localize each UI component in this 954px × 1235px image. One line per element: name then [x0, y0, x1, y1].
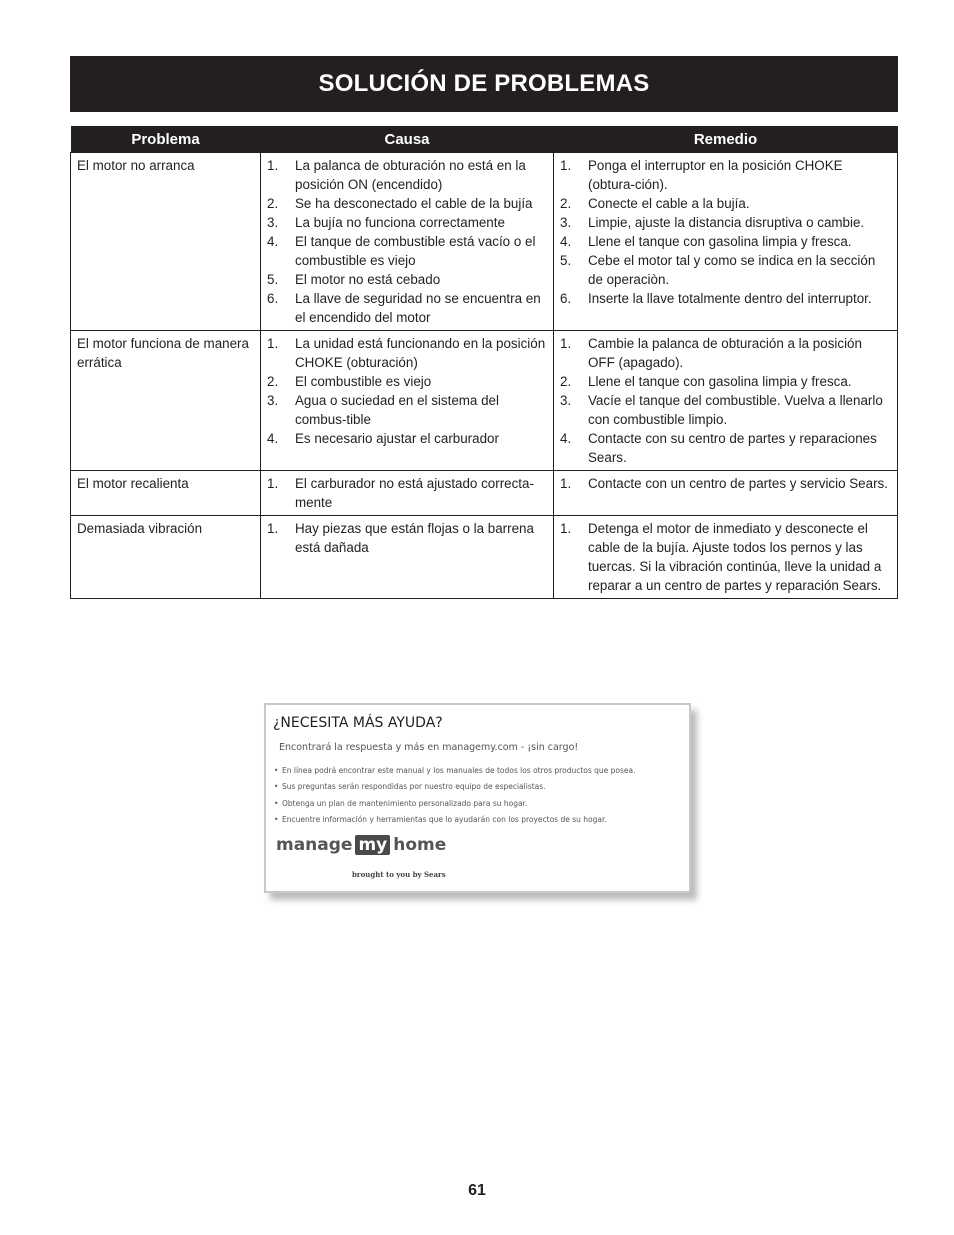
- item-number: 1.: [267, 476, 279, 491]
- list-item: [560, 194, 891, 213]
- list-item: [274, 815, 636, 831]
- item-number: 1.: [560, 158, 572, 173]
- bullet-text: En línea podrá encontrar este manual y los manuales de todos los otros productos que posea.: [282, 766, 636, 775]
- item-number: 1.: [560, 336, 572, 351]
- item-text: Inserte la llave totalmente dentro del interruptor.: [588, 291, 872, 306]
- table-row: [71, 331, 898, 471]
- list-item: [274, 766, 636, 782]
- list-item: [560, 429, 891, 467]
- help-subtitle: Encontrará la respuesta y más en managemy.com - ¡sin cargo!: [279, 742, 579, 753]
- logo-text-my: my: [355, 835, 390, 855]
- logo-tagline: brought to you by Sears: [352, 870, 446, 879]
- table-header-row: [71, 126, 898, 153]
- item-number: 1.: [267, 521, 279, 536]
- help-title: ¿NECESITA MÁS AYUDA?: [273, 715, 443, 731]
- help-bullet-list: [274, 766, 636, 832]
- item-number: 6.: [560, 291, 572, 306]
- item-number: 1.: [267, 158, 279, 173]
- bullet-icon: •: [274, 782, 279, 792]
- table-body: [71, 153, 898, 599]
- list-item: [267, 334, 547, 372]
- logo-text-manage: manage: [276, 835, 353, 855]
- column-header-causa: Causa: [261, 126, 554, 153]
- list-item: [267, 372, 547, 391]
- item-number: 6.: [267, 291, 279, 306]
- table-row: [71, 516, 898, 599]
- bullet-icon: •: [274, 766, 279, 775]
- item-text: El carburador no está ajustado correcta-mente: [295, 476, 534, 510]
- managemyhome-logo: [276, 835, 446, 855]
- item-number: 2.: [560, 196, 572, 211]
- bullet-text: Sus preguntas serán respondidas por nuestro equipo de especialistas.: [282, 782, 546, 792]
- item-text: Agua o suciedad en el sistema del combus-tible: [295, 393, 499, 427]
- list-item: [560, 251, 891, 289]
- item-number: 2.: [267, 374, 279, 389]
- cause-cell: [261, 471, 554, 516]
- list-item: [274, 782, 636, 798]
- list-item: [560, 391, 891, 429]
- item-text: Ponga el interruptor en la posición CHOKE (obtura-ción).: [588, 158, 843, 192]
- list-item: [560, 334, 891, 372]
- item-text: La llave de seguridad no se encuentra en el encendido del motor: [295, 291, 541, 325]
- cause-cell: [261, 516, 554, 599]
- troubleshooting-table-container: [70, 126, 898, 599]
- remedy-cell: [554, 153, 898, 331]
- list-item: [560, 372, 891, 391]
- list-item: [560, 519, 891, 595]
- item-number: 1.: [560, 476, 572, 491]
- item-text: Cebe el motor tal y como se indica en la sección de operaciòn.: [588, 253, 876, 287]
- item-number: 4.: [267, 431, 279, 446]
- item-number: 4.: [560, 234, 572, 249]
- remedy-cell: [554, 471, 898, 516]
- item-text: La palanca de obturación no está en la posición ON (encendido): [295, 158, 526, 192]
- remedy-cell: [554, 331, 898, 471]
- bullet-text: Encuentre información y herramientas que lo ayudarán con los proyectos de su hogar.: [282, 815, 607, 825]
- item-text: Llene el tanque con gasolina limpia y fresca.: [588, 374, 852, 389]
- list-item: [267, 156, 547, 194]
- page-title: [70, 56, 898, 112]
- item-text: La unidad está funcionando en la posición CHOKE (obturación): [295, 336, 546, 370]
- cause-cell: [261, 153, 554, 331]
- item-number: 1.: [267, 336, 279, 351]
- list-item: [560, 213, 891, 232]
- item-number: 3.: [267, 393, 279, 408]
- bullet-icon: •: [274, 798, 279, 808]
- item-text: Conecte el cable a la bujía.: [588, 196, 750, 211]
- list-item: [267, 232, 547, 270]
- list-item: [267, 429, 547, 448]
- list-item: [267, 474, 547, 512]
- list-item: [560, 232, 891, 251]
- cause-cell: [261, 331, 554, 471]
- list-item: [267, 289, 547, 327]
- item-text: Detenga el motor de inmediato y desconecte el cable de la bujía. Ajuste todos los pernos y las tuercas. Si la vibración continúa, lleve la unidad a reparar a un centro de partes y reparación Sears.: [588, 521, 882, 593]
- item-number: 4.: [560, 431, 572, 446]
- item-text: Contacte con su centro de partes y reparaciones Sears.: [588, 431, 877, 465]
- remedy-cell: [554, 516, 898, 599]
- item-text: El combustible es viejo: [295, 374, 432, 389]
- item-number: 2.: [560, 374, 572, 389]
- item-number: 5.: [267, 272, 279, 287]
- list-item: [560, 156, 891, 194]
- column-header-remedio: Remedio: [554, 126, 898, 153]
- item-number: 5.: [560, 253, 572, 268]
- table-row: [71, 153, 898, 331]
- bullet-icon: •: [274, 815, 279, 825]
- item-number: 3.: [267, 215, 279, 230]
- item-number: 1.: [560, 521, 572, 536]
- list-item: [267, 270, 547, 289]
- item-text: Hay piezas que están flojas o la barrena está dañada: [295, 521, 534, 555]
- item-text: El tanque de combustible está vacío o el combustible es viejo: [295, 234, 536, 268]
- page-title-text: SOLUCIÓN DE PROBLEMAS: [318, 70, 650, 97]
- item-text: Llene el tanque con gasolina limpia y fresca.: [588, 234, 852, 249]
- item-number: 2.: [267, 196, 279, 211]
- list-item: [274, 799, 636, 815]
- list-item: [560, 289, 891, 308]
- item-text: El motor no está cebado: [295, 272, 441, 287]
- help-box: [264, 703, 691, 893]
- item-text: Contacte con un centro de partes y servicio Sears.: [588, 476, 888, 491]
- list-item: [560, 474, 891, 493]
- troubleshooting-table: [70, 126, 898, 599]
- item-number: 3.: [560, 215, 572, 230]
- list-item: [267, 213, 547, 232]
- list-item: [267, 194, 547, 213]
- item-text: Cambie la palanca de obturación a la posición OFF (apagado).: [588, 336, 862, 370]
- problem-cell: El motor no arranca: [71, 153, 261, 331]
- list-item: [267, 519, 547, 557]
- item-text: Es necesario ajustar el carburador: [295, 431, 499, 446]
- list-item: [267, 391, 547, 429]
- logo-text-home: home: [393, 835, 447, 855]
- column-header-problema: Problema: [71, 126, 261, 153]
- item-text: Vacíe el tanque del combustible. Vuelva a llenarlo con combustible limpio.: [588, 393, 883, 427]
- table-row: [71, 471, 898, 516]
- problem-cell: Demasiada vibración: [71, 516, 261, 599]
- item-text: Limpie, ajuste la distancia disruptiva o cambie.: [588, 215, 865, 230]
- item-number: 4.: [267, 234, 279, 249]
- page-number: 61: [468, 1182, 486, 1199]
- item-text: La bujía no funciona correctamente: [295, 215, 505, 230]
- item-text: Se ha desconectado el cable de la bujía: [295, 196, 533, 211]
- item-number: 3.: [560, 393, 572, 408]
- bullet-text: Obtenga un plan de mantenimiento personalizado para su hogar.: [282, 798, 528, 808]
- problem-cell: El motor recalienta: [71, 471, 261, 516]
- problem-cell: El motor funciona de manera errática: [71, 331, 261, 471]
